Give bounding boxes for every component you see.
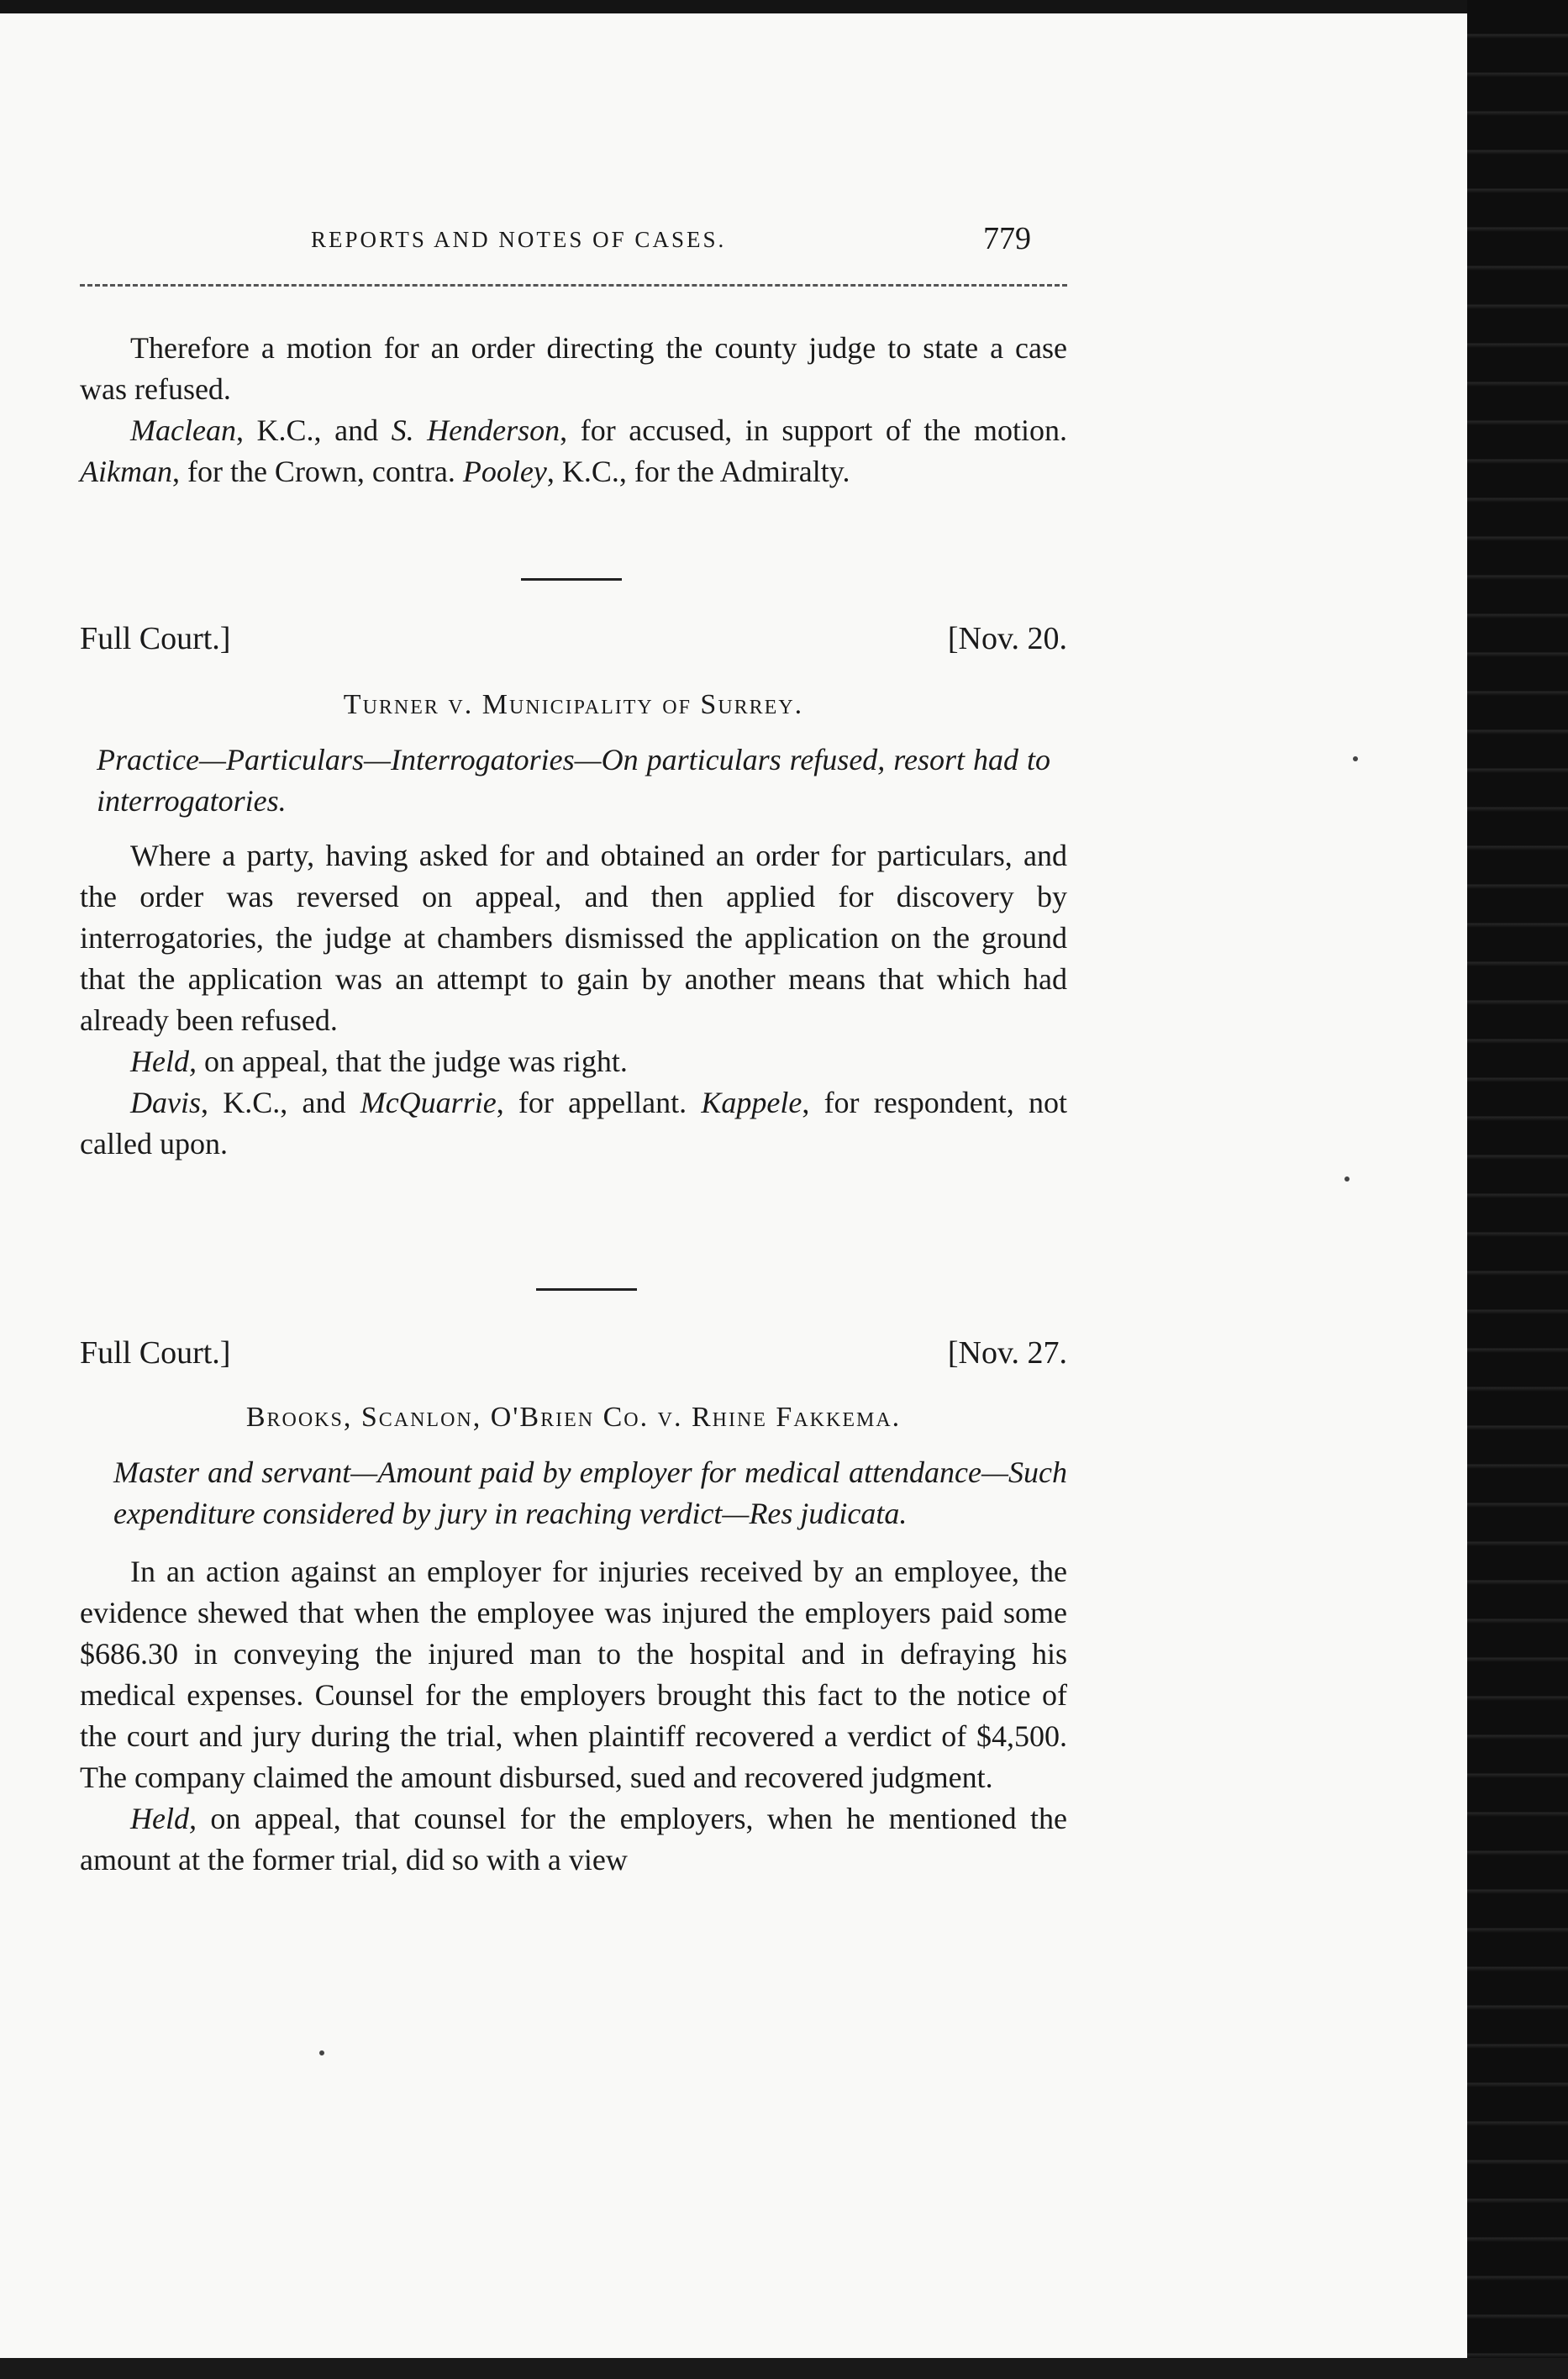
holding: Held, on appeal, that counsel for the employers, when he mentioned the amount at the former trial, did so with a view: [80, 1802, 1067, 1876]
scan-speck: [1353, 756, 1358, 761]
holding: Held, on appeal, that the judge was right.: [130, 1045, 628, 1078]
prior-case-ending: [80, 328, 1067, 492]
scan-border-bottom: [0, 2358, 1568, 2379]
header-rule: [80, 284, 1067, 287]
case-summary: In an action against an employer for injuries received by an employee, the evidence shewed that when the employee was injured the employers paid some $686.30 in conveying the injured man to the hospital and in defraying his medical expenses. Counsel for the employers brought this fact to the notice of the court and jury during the trial, when plaintiff recovered a verdict of $4,500. The company claimed the amount disbursed, sued and recovered judgment.: [80, 1555, 1067, 1794]
scan-speck: [1344, 1176, 1350, 1182]
section-divider: [521, 578, 622, 581]
case-body: [80, 1452, 1067, 1881]
headnote: Master and servant—Amount paid by employer for medical attendance—Such expenditure considered by jury in reaching verdict—Res judicata.: [113, 1455, 1067, 1530]
counsel-line: Davis, K.C., and McQuarrie, for appellant. Kappele, for respondent, not called upon.: [80, 1086, 1067, 1161]
paragraph: Therefore a motion for an order directing the county judge to state a case was refused.: [80, 331, 1067, 406]
case-date: [Nov. 27.: [947, 1335, 1067, 1371]
counsel-line: Maclean, K.C., and S. Henderson, for accused, in support of the motion. Aikman, for the Crown, contra. Pooley, K.C., for the Admiralty.: [80, 413, 1067, 488]
case-title: Turner v. Municipality of Surrey.: [343, 689, 804, 720]
section-divider: [536, 1288, 637, 1291]
page-number: 779: [983, 221, 1031, 256]
headnote: Practice—Particulars—Interrogatories—On particulars refused, resort had to interrogatories.: [97, 743, 1050, 818]
scan-border-right: [1467, 0, 1568, 2379]
case-body: [80, 739, 1067, 1165]
court-name: Full Court.]: [80, 621, 231, 656]
scan-border-top: [0, 0, 1568, 13]
case-summary: Where a party, having asked for and obtained an order for particulars, and the order was reversed on appeal, and then applied for discovery by interrogatories, the judge at chambers dismissed the application on the ground that the application was an attempt to gain by another means that which had already been refused.: [80, 839, 1067, 1037]
case-title: Brooks, Scanlon, O'Brien Co. v. Rhine Fakkema.: [245, 1402, 902, 1433]
running-head: REPORTS AND NOTES OF CASES.: [311, 227, 727, 252]
case-date: [Nov. 20.: [947, 621, 1067, 656]
scan-speck: [319, 2050, 324, 2055]
court-name: Full Court.]: [80, 1335, 231, 1371]
